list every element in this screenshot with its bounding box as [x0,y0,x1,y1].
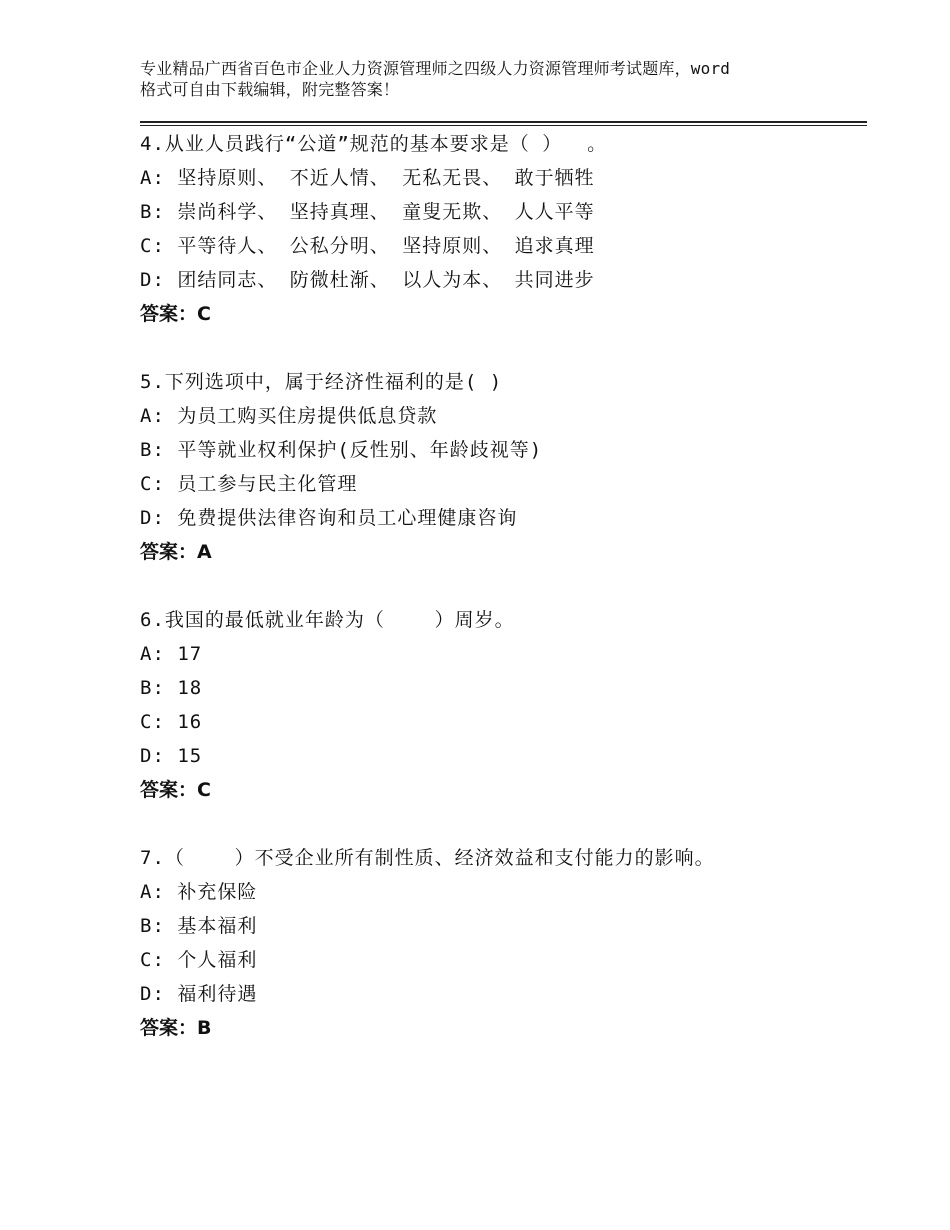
option-c: C: 个人福利 [140,949,258,971]
answer-label: 答案：C [140,779,211,801]
option-a: A: 17 [140,643,203,665]
option-b: B: 平等就业权利保护(反性别、年龄歧视等) [140,439,543,461]
question-list [140,127,860,1079]
question-stem: 7.（ ）不受企业所有制性质、经济效益和支付能力的影响。 [140,847,715,869]
option-d: D: 15 [140,745,203,767]
option-c: C: 员工参与民主化管理 [140,473,358,495]
question-stem: 5.下列选项中，属于经济性福利的是( ) [140,371,503,393]
header-rule-thick [140,121,867,123]
question-4 [140,127,860,331]
option-a: A: 补充保险 [140,881,258,903]
option-c: C: 16 [140,711,203,733]
option-d: D: 免费提供法律咨询和员工心理健康咨询 [140,507,518,529]
header-line-2: 格式可自由下载编辑，附完整答案！ [140,80,400,99]
option-b: B: 崇尚科学、 坚持真理、 童叟无欺、 人人平等 [140,201,595,223]
question-6 [140,603,860,807]
option-a: A: 坚持原则、 不近人情、 无私无畏、 敢于牺牲 [140,167,595,189]
answer-label: 答案：B [140,1017,212,1039]
option-b: B: 基本福利 [140,915,258,937]
answer-label: 答案：C [140,303,211,325]
question-5 [140,365,860,569]
question-7 [140,841,860,1045]
header-rule-thin [140,125,867,126]
option-d: D: 福利待遇 [140,983,258,1005]
option-b: B: 18 [140,677,203,699]
question-stem: 4.从业人员践行“公道”规范的基本要求是（ ） 。 [140,133,608,155]
question-stem: 6.我国的最低就业年龄为（ ）周岁。 [140,609,515,631]
option-d: D: 团结同志、 防微杜渐、 以人为本、 共同进步 [140,269,595,291]
answer-label: 答案：A [140,541,212,563]
header-line-1: 专业精品广西省百色市企业人力资源管理师之四级人力资源管理师考试题库，word [140,59,731,78]
document-header [140,58,840,100]
option-c: C: 平等待人、 公私分明、 坚持原则、 追求真理 [140,235,595,257]
option-a: A: 为员工购买住房提供低息贷款 [140,405,438,427]
